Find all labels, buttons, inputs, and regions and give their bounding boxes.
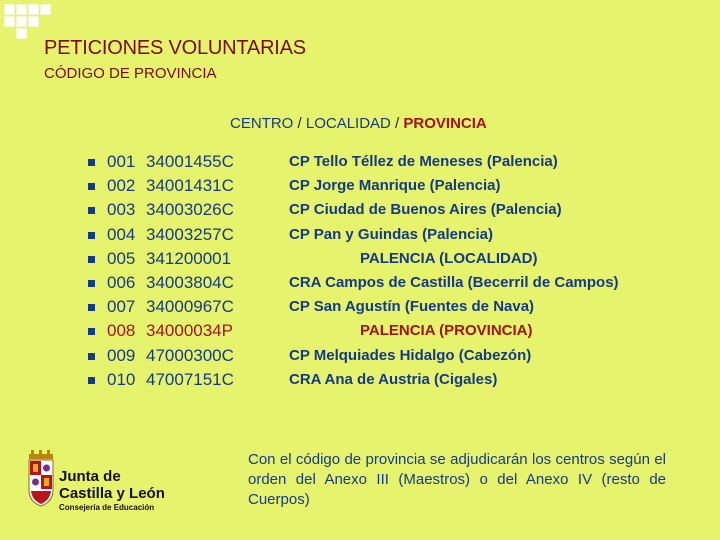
bullet-icon: [88, 304, 95, 311]
column-legend: [230, 115, 487, 132]
center-name: CP San Agustín (Fuentes de Nava): [289, 298, 535, 316]
footnote: Con el código de provincia se adjudicarán los centros según el orden del Anexo III (Maestros) o del Anexo IV (resto de Cuerpos): [248, 451, 666, 508]
center-name: CP Pan y Guindas (Palencia): [289, 225, 493, 243]
center-name: PALENCIA (PROVINCIA): [360, 322, 533, 340]
order-number: 004: [107, 224, 136, 244]
bullet-icon: [88, 159, 95, 166]
order-number: 002: [107, 176, 136, 196]
legend-centro: CENTRO: [230, 115, 294, 132]
bullet-icon: [88, 353, 95, 360]
center-name: CP Jorge Manrique (Palencia): [289, 177, 501, 195]
bullet-icon: [88, 328, 95, 335]
center-code: 34000034P: [146, 321, 233, 341]
order-number: 001: [107, 152, 136, 171]
list-item: [0, 273, 720, 295]
page-subtitle: CÓDIGO DE PROVINCIA: [44, 65, 217, 82]
order-number: 010: [107, 369, 136, 389]
center-name: CP Melquiades Hidalgo (Cabezón): [289, 346, 532, 364]
center-code: 34003804C: [146, 273, 234, 292]
center-name: PALENCIA (LOCALIDAD): [360, 249, 538, 267]
center-name: CRA Campos de Castilla (Becerril de Campos): [289, 274, 619, 291]
logo-text: [59, 468, 165, 502]
logo-line-2: Castilla y León: [59, 485, 165, 502]
center-name: CP Tello Téllez de Meneses (Palencia): [289, 153, 558, 170]
center-code: 47007151C: [146, 369, 234, 389]
bullet-icon: [88, 280, 95, 287]
list-item: [0, 225, 720, 247]
bullet-icon: [88, 377, 95, 384]
center-name: CRA Ana de Austria (Cigales): [289, 370, 498, 388]
center-code: 47000300C: [146, 345, 234, 365]
logo-line-1: Junta de: [59, 468, 121, 485]
order-number: 003: [107, 200, 136, 220]
center-code: 34001431C: [146, 176, 234, 196]
legend-separator: /: [293, 115, 306, 132]
list-item: [0, 200, 720, 222]
order-number: 009: [107, 345, 136, 365]
list-item: [0, 346, 720, 368]
center-code: 34001455C: [146, 152, 234, 171]
legend-separator: /: [390, 115, 404, 132]
center-code: 341200001: [146, 248, 232, 268]
list-item: [0, 321, 720, 343]
list-item: [0, 297, 720, 319]
center-code: 34000967C: [146, 297, 234, 317]
list-item: [0, 152, 720, 174]
legend-provincia: PROVINCIA: [403, 115, 487, 132]
order-number: 005: [107, 248, 136, 268]
legend-localidad: LOCALIDAD: [305, 115, 391, 132]
order-number: 007: [107, 297, 136, 317]
center-code: 34003026C: [146, 200, 234, 220]
order-number: 006: [107, 273, 136, 292]
bullet-icon: [88, 232, 95, 239]
page-title: PETICIONES VOLUNTARIAS: [44, 37, 306, 59]
bullet-icon: [88, 207, 95, 214]
list-item: [0, 370, 720, 392]
center-name: CP Ciudad de Buenos Aires (Palencia): [289, 201, 562, 219]
bullet-icon: [88, 183, 95, 190]
logo-department: Consejería de Educación: [59, 503, 155, 512]
order-number: 008: [107, 321, 136, 341]
bullet-icon: [88, 256, 95, 263]
list-item: [0, 176, 720, 198]
list-item: [0, 249, 720, 271]
center-code: 34003257C: [146, 224, 234, 244]
